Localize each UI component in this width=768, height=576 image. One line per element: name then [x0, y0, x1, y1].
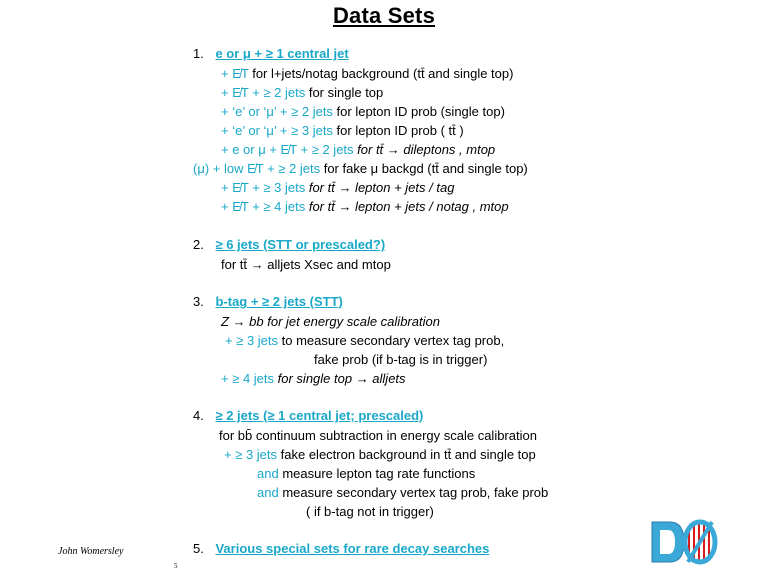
- slide-title: Data Sets: [332, 3, 436, 28]
- item-1-num: 1.: [193, 46, 204, 61]
- slide-title-container: [0, 3, 768, 29]
- item-3-num: 3.: [193, 294, 204, 309]
- item-4-line-1: for bb̄ continuum subtraction in energy scale calibration: [219, 428, 537, 443]
- item-1-line-7: + E̸T + ≥ 3 jets for tt̄ → lepton + jets / tag: [221, 180, 455, 195]
- item-4-line-5: ( if b-tag not in trigger): [306, 504, 434, 519]
- item-5-heading: Various special sets for rare decay searches: [215, 541, 490, 556]
- footer-author: John Womersley: [58, 546, 124, 557]
- item-2: [193, 237, 385, 253]
- item-3-line-3: fake prob (if b-tag is in trigger): [314, 352, 488, 367]
- item-1-heading: e or μ + ≥ 1 central jet: [215, 46, 349, 61]
- item-3-line-1: Z → bb for jet energy scale calibration: [221, 314, 440, 329]
- item-4-line-3: and measure lepton tag rate functions: [257, 466, 476, 481]
- page-number: 5: [174, 562, 178, 570]
- item-2-num: 2.: [193, 237, 204, 252]
- item-1-line-4: + ‘e’ or ‘μ’ + ≥ 3 jets for lepton ID prob ( tt̄ ): [221, 123, 464, 138]
- item-2-heading: ≥ 6 jets (STT or prescaled?): [215, 237, 386, 252]
- item-5-num: 5.: [193, 541, 204, 556]
- item-3: [193, 294, 343, 310]
- item-4-line-4: and measure secondary vertex tag prob, fake prob: [257, 485, 549, 500]
- item-1-line-6: (μ) + low E̸T + ≥ 2 jets for fake μ backgd (tt̄ and single top): [193, 161, 528, 176]
- item-4: [193, 408, 423, 424]
- item-4-num: 4.: [193, 408, 204, 423]
- item-3-line-2: + ≥ 3 jets to measure secondary vertex tag prob,: [225, 333, 505, 348]
- item-3-line-4: + ≥ 4 jets for single top → alljets: [221, 371, 406, 386]
- item-5: [193, 541, 489, 557]
- item-1-line-2: + E̸T + ≥ 2 jets for single top: [221, 85, 384, 100]
- item-4-heading: ≥ 2 jets (≥ 1 central jet; prescaled): [215, 408, 424, 423]
- item-1-line-5: + e or μ + E̸T + ≥ 2 jets for tt̄ → dileptons , mtop: [221, 142, 496, 157]
- d0-logo-icon: [648, 518, 718, 566]
- item-2-line-1: for tt̄ → alljets Xsec and mtop: [221, 257, 391, 272]
- item-3-heading: b-tag + ≥ 2 jets (STT): [215, 294, 343, 309]
- item-4-line-2: + ≥ 3 jets fake electron background in tt̄ and single top: [224, 447, 536, 462]
- item-1-line-3: + ‘e’ or ‘μ’ + ≥ 2 jets for lepton ID prob (single top): [221, 104, 505, 119]
- item-1: [193, 46, 349, 62]
- item-1-line-8: + E̸T + ≥ 4 jets for tt̄ → lepton + jets / notag , mtop: [221, 199, 509, 214]
- item-1-line-1: + E̸T for l+jets/notag background (tt̄ and single top): [221, 66, 514, 81]
